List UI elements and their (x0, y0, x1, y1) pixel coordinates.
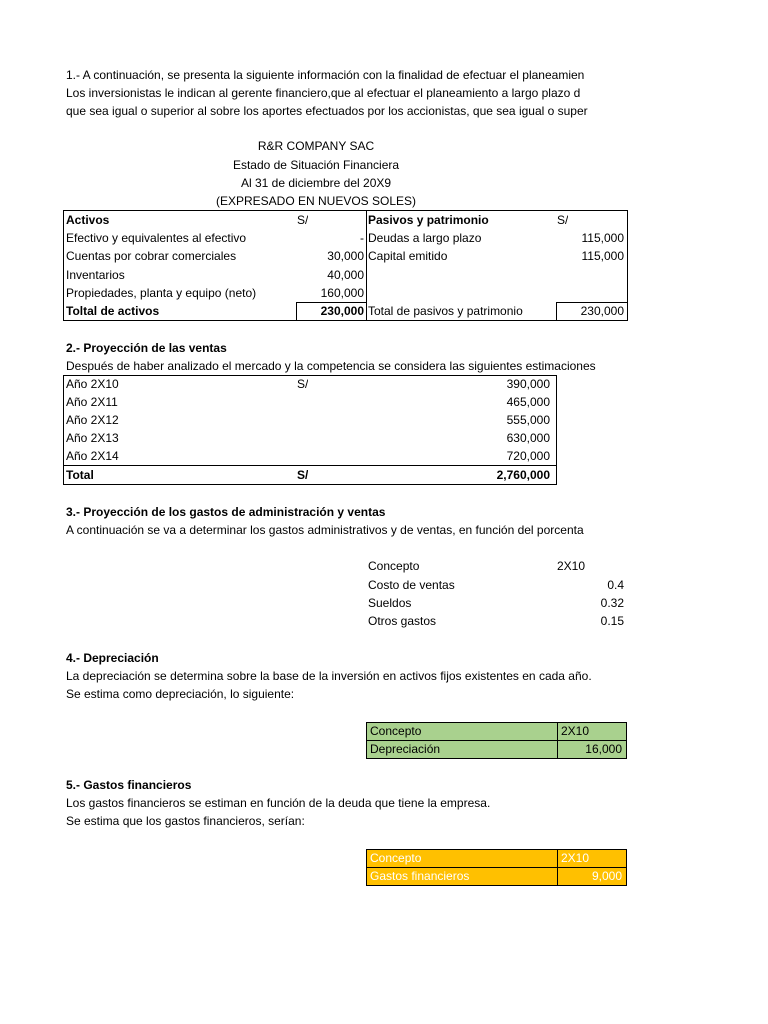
sales-year: Año 2X11 (66, 395, 118, 409)
sales-year: Año 2X12 (66, 413, 119, 427)
sales-value: 390,000 (506, 377, 550, 391)
financial-concept-header: Concepto (370, 851, 422, 865)
liab-value: 115,000 (581, 231, 624, 245)
liab-label: Deudas a largo plazo (368, 231, 482, 245)
assets-title: Activos (66, 213, 110, 227)
financial-col-rule (557, 849, 558, 886)
statement-title: Estado de Situación Financiera (232, 158, 400, 172)
asset-value: 40,000 (327, 268, 364, 282)
statement-currency: (EXPRESADO EN NUEVOS SOLES) (215, 194, 417, 208)
financial-row-value: 9,000 (591, 869, 622, 883)
sales-total-value: 2,760,000 (496, 468, 550, 482)
depreciation-line-2: Se estima como depreciación, lo siguiente: (66, 687, 295, 701)
statement-date: Al 31 de diciembre del 20X9 (240, 176, 392, 190)
sales-value: 465,000 (506, 395, 550, 409)
sales-currency: S/ (297, 377, 309, 391)
balance-sheet-divider (366, 210, 367, 321)
total-liab-value: 230,000 (580, 304, 624, 318)
financial-line-2: Se estima que los gastos financieros, serían: (66, 814, 305, 828)
asset-label: Efectivo y equivalentes al efectivo (66, 231, 247, 245)
depreciation-concept-header: Concepto (370, 724, 422, 738)
financial-row-label: Gastos financieros (370, 869, 470, 883)
sales-value: 555,000 (506, 413, 550, 427)
sales-title: 2.- Proyección de las ventas (66, 341, 227, 355)
liab-currency: S/ (557, 213, 569, 227)
liab-label: Capital emitido (368, 249, 448, 263)
sales-value: 720,000 (506, 449, 550, 463)
expenses-concept-header: Concepto (368, 559, 420, 573)
asset-label: Inventarios (66, 268, 125, 282)
expense-value: 0.32 (600, 596, 624, 610)
financial-year-header: 2X10 (561, 851, 590, 865)
asset-value: 160,000 (320, 286, 364, 300)
depreciation-col-rule (557, 722, 558, 759)
depreciation-row-value: 16,000 (585, 742, 622, 756)
depreciation-title: 4.- Depreciación (66, 651, 159, 665)
sales-year: Año 2X10 (66, 377, 119, 391)
total-liab-label: Total de pasivos y patrimonio (368, 304, 523, 318)
intro-line-3: que sea igual o superior al sobre los aportes efectuados por los accionistas, que sea igual o super (66, 104, 588, 118)
sales-total-currency: S/ (297, 468, 309, 482)
asset-value: - (360, 231, 364, 245)
expense-concept: Otros gastos (368, 614, 437, 628)
expense-concept: Sueldos (368, 596, 412, 610)
sales-total-label: Total (66, 468, 94, 482)
expenses-title: 3.- Proyección de los gastos de administración y ventas (66, 505, 386, 519)
sales-year: Año 2X14 (66, 449, 119, 463)
total-assets-label: Toltal de activos (66, 304, 160, 318)
liab-value: 115,000 (581, 249, 624, 263)
intro-line-1: 1.- A continuación, se presenta la siguiente información con la finalidad de efectuar el planeamien (66, 68, 585, 82)
expenses-description: A continuación se va a determinar los gastos administrativos y de ventas, en función del porcenta (66, 523, 584, 537)
asset-label: Propiedades, planta y equipo (neto) (66, 286, 257, 300)
asset-label: Cuentas por cobrar comerciales (66, 249, 237, 263)
depreciation-row-label: Depreciación (370, 742, 441, 756)
sales-value: 630,000 (506, 431, 550, 445)
sales-year: Año 2X13 (66, 431, 119, 445)
depreciation-line-1: La depreciación se determina sobre la base de la inversión en activos fijos existentes en cada año. (66, 669, 592, 683)
liab-title: Pasivos y patrimonio (368, 213, 489, 227)
financial-title: 5.- Gastos financieros (66, 778, 192, 792)
asset-value: 30,000 (327, 249, 364, 263)
expenses-year-header: 2X10 (557, 559, 586, 573)
expense-value: 0.4 (607, 578, 624, 592)
expense-value: 0.15 (600, 614, 624, 628)
depreciation-year-header: 2X10 (561, 724, 590, 738)
financial-line-1: Los gastos financieros se estiman en función de la deuda que tiene la empresa. (66, 796, 491, 810)
expense-concept: Costo de ventas (368, 578, 455, 592)
total-assets-value: 230,000 (320, 304, 364, 318)
sales-description: Después de haber analizado el mercado y la competencia se considera las siguientes estimaciones (66, 359, 596, 373)
company-name: R&R COMPANY SAC (257, 139, 375, 153)
intro-line-2: Los inversionistas le indican al gerente financiero,que al efectuar el planeamiento a largo plazo d (66, 86, 581, 100)
assets-currency: S/ (297, 213, 309, 227)
